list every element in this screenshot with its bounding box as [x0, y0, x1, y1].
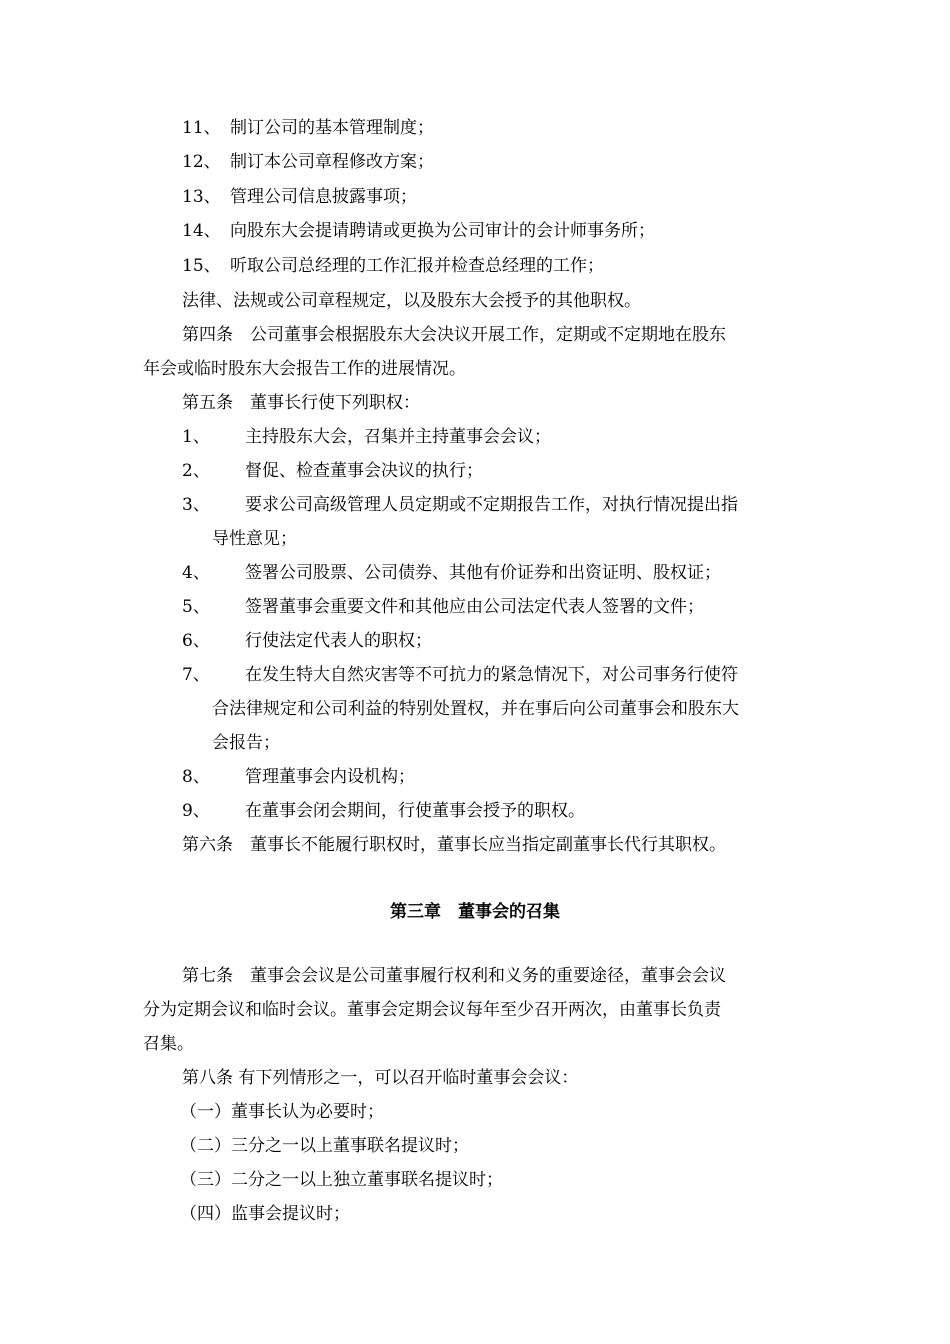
list-item — [0, 592, 950, 622]
item-text: （二）三分之一以上董事联名提议时； — [180, 1136, 469, 1156]
article-8 — [0, 1063, 950, 1093]
item-text: 向股东大会提请聘请或更换为公司审计的会计师事务所； — [230, 221, 655, 241]
item-number: 8、 — [182, 767, 210, 787]
list-item — [0, 147, 950, 177]
item-number: 4、 — [182, 563, 210, 583]
article-6 — [0, 830, 950, 860]
item-number: 7、 — [182, 665, 210, 685]
article-7 — [0, 961, 950, 991]
article-4 — [0, 320, 950, 350]
list-item — [0, 558, 950, 588]
list-item-cont — [0, 728, 950, 758]
list-item-cont — [0, 524, 950, 554]
item-text: 制订本公司章程修改方案； — [230, 152, 434, 172]
list-item — [0, 456, 950, 486]
paragraph-text: 分为定期会议和临时会议。董事会定期会议每年至少召开两次，由董事长负责 — [143, 1000, 721, 1020]
item-text: （三）二分之一以上独立董事联名提议时； — [180, 1170, 503, 1190]
item-number: 9、 — [182, 801, 210, 821]
list-item — [0, 216, 950, 246]
list-item — [0, 796, 950, 826]
item-text: 签署董事会重要文件和其他应由公司法定代表人签署的文件； — [245, 597, 704, 617]
paragraph-text: 第五条 董事长行使下列职权： — [182, 393, 420, 413]
paragraph-text: 第七条 董事会会议是公司董事履行权利和义务的重要途径，董事会会议 — [182, 966, 726, 986]
item-number: 2、 — [182, 461, 210, 481]
item-text: 听取公司总经理的工作汇报并检查总经理的工作； — [230, 256, 604, 276]
item-number: 1、 — [182, 427, 210, 447]
item-text: 管理董事会内设机构； — [245, 767, 415, 787]
paragraph-text: 年会或临时股东大会报告工作的进展情况。 — [143, 359, 466, 379]
list-item — [0, 1097, 950, 1127]
list-item — [0, 490, 950, 520]
item-text: 管理公司信息披露事项； — [230, 187, 417, 207]
list-item-cont — [0, 694, 950, 724]
list-item — [0, 113, 950, 143]
list-item — [0, 1165, 950, 1195]
item-text: 导性意见； — [212, 529, 297, 549]
item-text: 行使法定代表人的职权； — [245, 631, 432, 651]
article-7-cont — [0, 995, 950, 1025]
item-number: 15、 — [182, 256, 221, 276]
paragraph-text: 法律、法规或公司章程规定，以及股东大会授予的其他职权。 — [182, 291, 641, 311]
list-item — [0, 422, 950, 452]
item-text: 在发生特大自然灾害等不可抗力的紧急情况下，对公司事务行使符 — [245, 665, 738, 685]
item-number: 11、 — [182, 118, 221, 138]
item-text: 会报告； — [212, 733, 280, 753]
item-number: 3、 — [182, 495, 210, 515]
article-4-cont — [0, 354, 950, 384]
item-number: 14、 — [182, 221, 221, 241]
list-item — [0, 762, 950, 792]
item-text: 要求公司高级管理人员定期或不定期报告工作，对执行情况提出指 — [245, 495, 738, 515]
item-text: 签署公司股票、公司债券、其他有价证券和出资证明、股权证； — [245, 563, 721, 583]
chapter-heading: 第三章 董事会的召集 — [390, 902, 560, 922]
paragraph-text: 第六条 董事长不能履行职权时，董事长应当指定副董事长代行其职权。 — [182, 835, 726, 855]
article-5 — [0, 388, 950, 418]
item-text: （一）董事长认为必要时； — [180, 1102, 384, 1122]
list-item — [0, 660, 950, 690]
list-item — [0, 182, 950, 212]
list-item — [0, 626, 950, 656]
item-text: （四）监事会提议时； — [180, 1204, 350, 1224]
item-text: 督促、检查董事会决议的执行； — [245, 461, 483, 481]
item-text: 制订公司的基本管理制度； — [230, 118, 434, 138]
item-text: 主持股东大会，召集并主持董事会会议； — [245, 427, 551, 447]
item-number: 12、 — [182, 152, 221, 172]
paragraph-text: 第八条 有下列情形之一，可以召开临时董事会会议： — [182, 1068, 579, 1088]
article-7-cont — [0, 1029, 950, 1059]
list-item — [0, 251, 950, 281]
list-item — [0, 1199, 950, 1229]
paragraph-text: 召集。 — [143, 1034, 194, 1054]
paragraph-text: 第四条 公司董事会根据股东大会决议开展工作，定期或不定期地在股东 — [182, 325, 726, 345]
item-number: 5、 — [182, 597, 210, 617]
item-number: 6、 — [182, 631, 210, 651]
item-text: 合法律规定和公司利益的特别处置权，并在事后向公司董事会和股东大 — [212, 699, 739, 719]
list-item — [0, 1131, 950, 1161]
item-number: 13、 — [182, 187, 221, 207]
paragraph — [0, 286, 950, 316]
item-text: 在董事会闭会期间，行使董事会授予的职权。 — [245, 801, 585, 821]
